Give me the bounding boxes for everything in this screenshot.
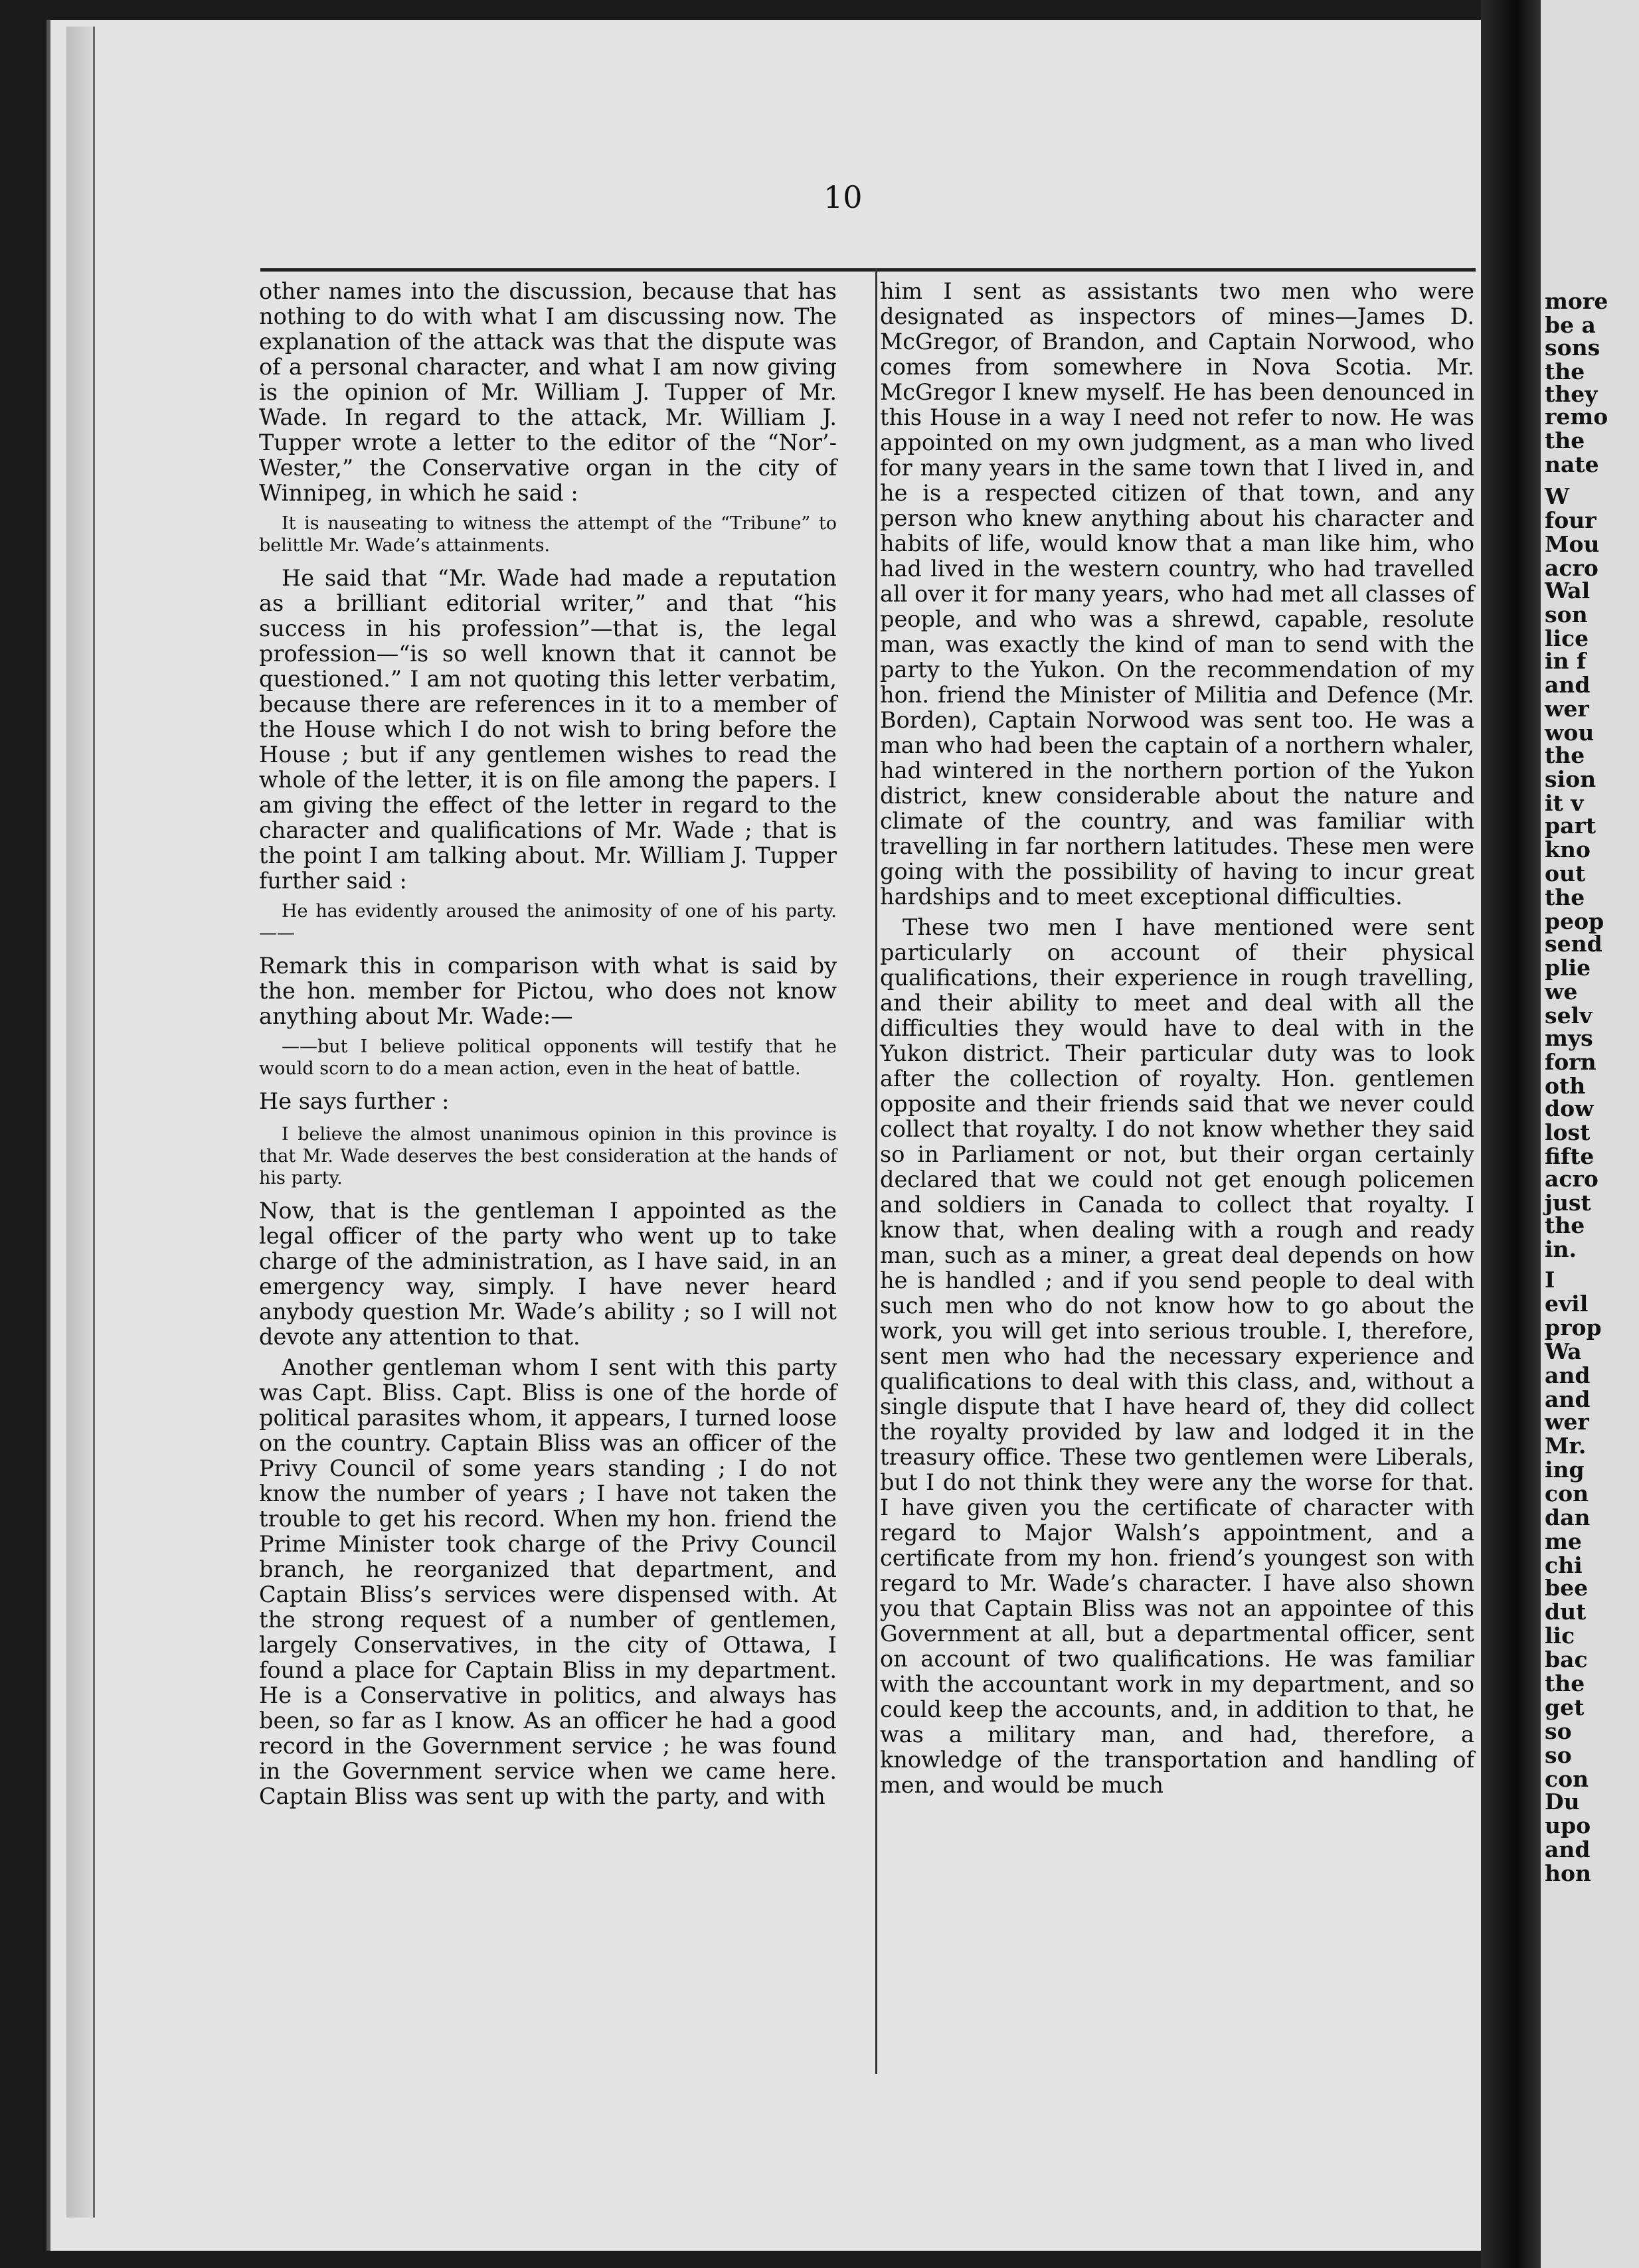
next-page-edge [1541, 0, 1639, 2268]
next-page-text-fragment: plie [1545, 955, 1591, 981]
next-page-text-fragment: part [1545, 813, 1596, 839]
next-page-text-fragment: prop [1545, 1315, 1602, 1340]
right-column [880, 279, 1474, 1803]
next-page-text-fragment: chi [1545, 1552, 1583, 1578]
next-page-text-fragment: dut [1545, 1599, 1587, 1625]
next-page-text-fragment: lost [1545, 1119, 1591, 1145]
next-page-text-fragment: dow [1545, 1095, 1594, 1121]
next-page-text-fragment: they [1545, 381, 1598, 407]
paragraph: Another gentleman whom I sent with this party was Capt. Bliss. Capt. Bliss is one of the horde of political parasites whom, it appears, I turned loose on the country. Captain Bliss was an officer of the Privy Council of some years standing ; I do not know the number of years ; I have not taken the trouble to get his record. When my hon. friend the Prime Minister took charge of the Privy Council branch, he reorganized that department, and Captain Bliss’s services were dispensed with. At the strong request of a number of gentlemen, largely Conservatives, in the city of Ottawa, I found a place for Captain Bliss in my department. He is a Conservative in politics, and always has been, so far as I know. As an officer he had a good record in the Government service ; he was found in the Government service when we came here. Captain Bliss was sent up with the party, and with [259, 1354, 837, 1809]
next-page-text-fragment: W [1545, 483, 1570, 509]
next-page-text-fragment: and [1545, 1362, 1591, 1388]
paragraph: These two men I have mentioned were sent particularly on account of their physical qualifications, their experience in rough travelling, and their ability to meet and deal with all the difficulties they would have to deal with in the Yukon district. Their particular duty was to look after the collection of royalty. Hon. gentlemen opposite and their friends said that we never could collect that royalty. I do not know whether they said so in Parliament or not, but their organ certainly declared that we could not get enough policemen and soldiers in Canada to collect that royalty. I know that, when dealing with a rough and ready man, such as a miner, a great deal depends on how he is handled ; and if you send people to deal with such men who do not know how to go about the work, you will get into serious trouble. I, therefore, sent men who had the necessary experience and qualifications to deal with this class, and, without a single dispute that I have heard of, they did collect the royalty provided by law and lodged it in the treasury office. These two gentlemen were Liberals, but I do not think they were any the worse for that. I have given you the certificate of character with regard to Major Walsh’s appointment, and a certificate from my hon. friend’s youngest son with regard to Mr. Wade’s character. I have also shown you that Captain Bliss was not an appointee of this Government at all, but a departmental officer, sent on account of two qualifications. He was familiar with the accountant work in my department, and so could keep the accounts, and, in addition to that, he was a military man, and had, therefore, a knowledge of the transportation and handling of men, and would be much [880, 914, 1474, 1798]
next-page-text-fragment: so [1545, 1742, 1572, 1768]
next-page-text-fragment: wou [1545, 720, 1595, 746]
next-page-text-fragment: evil [1545, 1291, 1589, 1317]
next-page-text-fragment: get [1545, 1694, 1585, 1720]
next-page-text-fragment: bee [1545, 1575, 1589, 1601]
next-page-text-fragment: con [1545, 1481, 1589, 1506]
quoted-passage: It is nauseating to witness the attempt of the “Tribune” to belittle Mr. Wade’s attainments. [259, 513, 837, 556]
quoted-passage: ——but I believe political opponents will testify that he would scorn to do a mean action, even in the heat of battle. [259, 1036, 837, 1079]
next-page-text-fragment: in. [1545, 1236, 1577, 1262]
next-page-text-fragment: wer [1545, 1409, 1589, 1435]
next-page-text-fragment: Wal [1545, 578, 1591, 604]
next-page-text-fragment: we [1545, 979, 1578, 1005]
paragraph: him I sent as assistants two men who were designated as inspectors of mines—James D. McGregor, of Brandon, and Captain Norwood, who comes from somewhere in Nova Scotia. Mr. McGregor I knew myself. He has been denounced in this House in a way I need not refer to now. He was appointed on my own judgment, as a man who lived for many years in the same town that I lived in, and he is a respected citizen of that town, and any person who knew anything about his character and habits of life, would know that a man like him, who had lived in the western country, who had travelled all over it for many years, who had met all classes of people, and who was a shrewd, capable, resolute man, was exactly the kind of man to send with the party to the Yukon. On the recommendation of my hon. friend the Minister of Militia and Defence (Mr. Borden), Captain Norwood was sent too. He was a man who had been the captain of a northern whaler, had wintered in the northern portion of the Yukon district, knew considerable about the nature and climate of the country, and was familiar with travelling in far northern latitudes. These men were going with the possibility of having to incur great hardships and to meet exceptional difficulties. [880, 278, 1474, 910]
next-page-text-fragment: out [1545, 860, 1586, 886]
next-page-text-fragment: ing [1545, 1457, 1585, 1483]
next-page-text-fragment: fifte [1545, 1143, 1595, 1169]
next-page-text-fragment: acro [1545, 1166, 1598, 1192]
book-gutter [1481, 0, 1541, 2268]
next-page-text-fragment: hon [1545, 1860, 1591, 1886]
next-page-text-fragment: lice [1545, 625, 1589, 651]
next-page-text-fragment: Mr. [1545, 1433, 1587, 1459]
next-page-text-fragment: dan [1545, 1504, 1591, 1530]
quoted-passage: I believe the almost unanimous opinion in this province is that Mr. Wade deserves the best consideration at the hands of his party. [259, 1124, 837, 1188]
next-page-text-fragment: nate [1545, 451, 1599, 477]
next-page-text-fragment: son [1545, 602, 1588, 627]
next-page-text-fragment: wer [1545, 696, 1589, 722]
next-page-text-fragment: be a [1545, 312, 1596, 338]
left-column [259, 279, 837, 1815]
paragraph: other names into the discussion, because that has nothing to do with what I am discussing now. The explanation of the attack was that the dispute was of a personal character, and what I am now giving is the opinion of Mr. William J. Tupper of Mr. Wade. In regard to the attack, Mr. William J. Tupper wrote a letter to the editor of the “Nor’-Wester,” the Conservative organ in the city of Winnipeg, in which he said : [259, 278, 837, 506]
page-edge-shadow [66, 27, 95, 2218]
next-page-text-fragment: con [1545, 1766, 1589, 1792]
next-page-text-fragment: just [1545, 1190, 1591, 1216]
next-page-text-fragment: Mou [1545, 531, 1600, 557]
next-page-text-fragment: more [1545, 288, 1608, 314]
paragraph-heading: He says further : [259, 1088, 450, 1114]
paragraph: Remark this in comparison with what is said by the hon. member for Pictou, who does not know anything about Mr. Wade:— [259, 953, 837, 1029]
next-page-text-fragment: mys [1545, 1025, 1593, 1051]
next-page-text-fragment: I [1545, 1267, 1555, 1293]
next-page-text-fragment: the [1545, 1670, 1585, 1696]
next-page-text-fragment: it v [1545, 790, 1584, 816]
next-page-text-fragment: forn [1545, 1049, 1596, 1075]
next-page-text-fragment: four [1545, 507, 1596, 533]
next-page-text-fragment: Du [1545, 1789, 1580, 1815]
next-page-text-fragment: and [1545, 1836, 1591, 1862]
next-page-text-fragment: sons [1545, 335, 1600, 361]
next-page-text-fragment: me [1545, 1528, 1582, 1554]
next-page-text-fragment: upo [1545, 1813, 1591, 1838]
next-page-text-fragment: the [1545, 884, 1585, 910]
next-page-text-fragment: the [1545, 359, 1585, 384]
next-page-text-fragment: Wa [1545, 1338, 1582, 1364]
header-rule [260, 268, 1476, 272]
next-page-text-fragment: remo [1545, 404, 1608, 430]
next-page-text-fragment: send [1545, 931, 1602, 957]
next-page-text-fragment: oth [1545, 1073, 1586, 1099]
next-page-text-fragment: lic [1545, 1623, 1575, 1649]
paragraph: Now, that is the gentleman I appointed as the legal officer of the party who went up to take charge of the administration, as I have said, in an emergency way, simply. I have never heard anybody question Mr. Wade’s ability ; so I will not devote any attention to that. [259, 1198, 837, 1350]
next-page-text-fragment: selv [1545, 1003, 1593, 1028]
next-page-text-fragment: so [1545, 1718, 1572, 1744]
next-page-text-fragment: the [1545, 1212, 1585, 1238]
next-page-text-fragment: bac [1545, 1647, 1588, 1672]
page-number: 10 [823, 179, 863, 215]
quoted-passage: He has evidently aroused the animosity of one of his party.—— [259, 901, 837, 943]
next-page-text-fragment: kno [1545, 837, 1591, 862]
next-page-text-fragment: the [1545, 742, 1585, 768]
next-page-text-fragment: peop [1545, 908, 1604, 934]
next-page-text-fragment: sion [1545, 766, 1596, 792]
next-page-text-fragment: in f [1545, 648, 1587, 674]
next-page-text-fragment: and [1545, 672, 1591, 698]
column-divider [875, 268, 877, 2074]
next-page-text-fragment: the [1545, 428, 1585, 453]
next-page-text-fragment: and [1545, 1386, 1591, 1412]
next-page-text-fragment: acro [1545, 555, 1598, 581]
paragraph: He said that “Mr. Wade had made a reputation as a brilliant editorial writer,” and that “his success in his profession”—that is, the legal profession—“is so well known that it cannot be questioned.” I am not quoting this letter verbatim, because there are references in it to a member of the House which I do not wish to bring before the House ; but if any gentlemen wishes to read the whole of the letter, it is on file among the papers. I am giving the effect of the letter in regard to the character and qualifications of Mr. Wade ; that is the point I am talking about. Mr. William J. Tupper further said : [259, 565, 837, 894]
